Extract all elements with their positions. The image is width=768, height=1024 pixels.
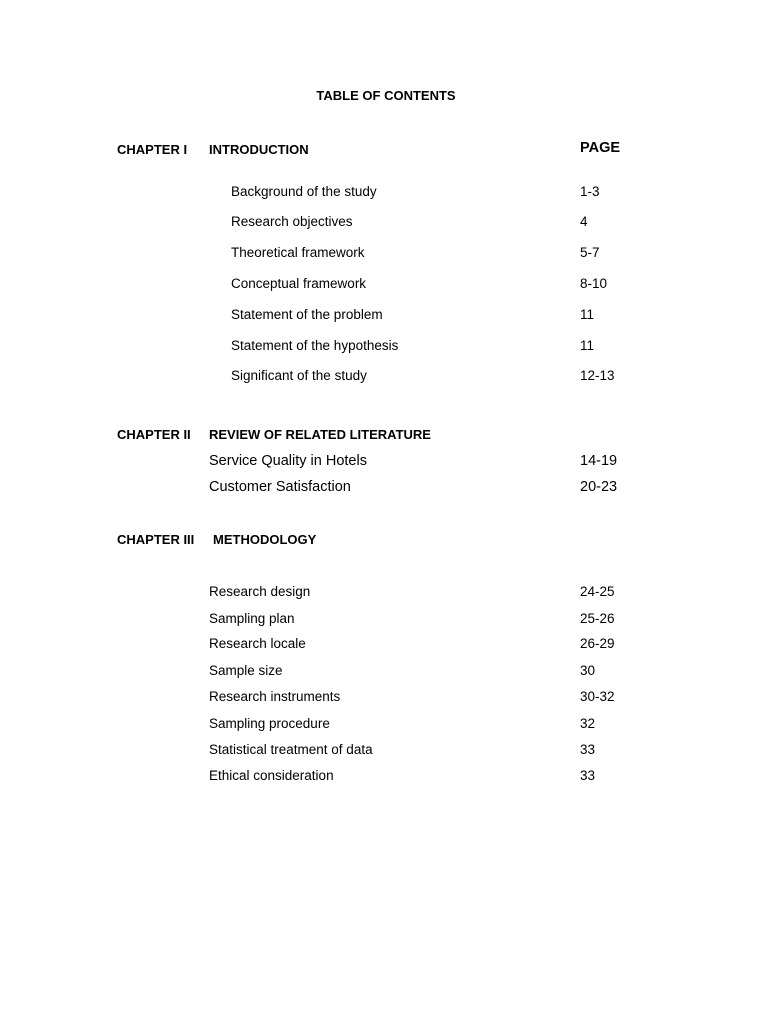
toc-entry: Customer Satisfaction [209, 479, 351, 495]
toc-page-number: 30 [580, 663, 596, 678]
chapter-3-label: CHAPTER III [117, 532, 195, 547]
toc-entry: Statement of the problem [231, 307, 383, 322]
toc-entry: Research objectives [231, 214, 353, 229]
toc-page-number: 4 [580, 214, 588, 229]
toc-page-number: 30-32 [580, 689, 615, 704]
toc-page-number: 11 [580, 307, 595, 322]
toc-page-number: 8-10 [580, 276, 608, 291]
document-title: TABLE OF CONTENTS [316, 88, 456, 103]
toc-page-number: 25-26 [580, 611, 615, 626]
toc-page-number: 33 [580, 768, 596, 783]
toc-page-number: 1-3 [580, 184, 600, 199]
toc-entry: Research instruments [209, 689, 341, 704]
toc-entry: Background of the study [231, 184, 377, 199]
toc-entry: Significant of the study [231, 368, 367, 383]
toc-entry: Research design [209, 584, 311, 599]
toc-entry: Statement of the hypothesis [231, 338, 399, 353]
chapter-1-label: CHAPTER I [117, 142, 188, 157]
toc-page-number: 14-19 [580, 453, 618, 469]
toc-page-number: 33 [580, 742, 596, 757]
toc-entry: Service Quality in Hotels [209, 453, 367, 469]
chapter-3-title: METHODOLOGY [213, 532, 317, 547]
toc-page-number: 32 [580, 716, 596, 731]
toc-entry: Sampling plan [209, 611, 295, 626]
toc-page-number: 24-25 [580, 584, 615, 599]
toc-page-number: 26-29 [580, 636, 615, 651]
toc-entry: Statistical treatment of data [209, 742, 373, 757]
toc-entry: Sample size [209, 663, 283, 678]
toc-page-number: 20-23 [580, 479, 618, 495]
toc-entry: Research locale [209, 636, 306, 651]
toc-entry: Theoretical framework [231, 245, 365, 260]
chapter-2-label: CHAPTER II [117, 427, 191, 442]
toc-page-number: 11 [580, 338, 595, 353]
toc-page-number: 5-7 [580, 245, 600, 260]
toc-entry: Ethical consideration [209, 768, 334, 783]
toc-entry: Sampling procedure [209, 716, 330, 731]
chapter-1-title: INTRODUCTION [209, 142, 309, 157]
page-column-header: PAGE [580, 140, 621, 156]
toc-page-number: 12-13 [580, 368, 615, 383]
chapter-2-title: REVIEW OF RELATED LITERATURE [209, 427, 431, 442]
toc-entry: Conceptual framework [231, 276, 367, 291]
